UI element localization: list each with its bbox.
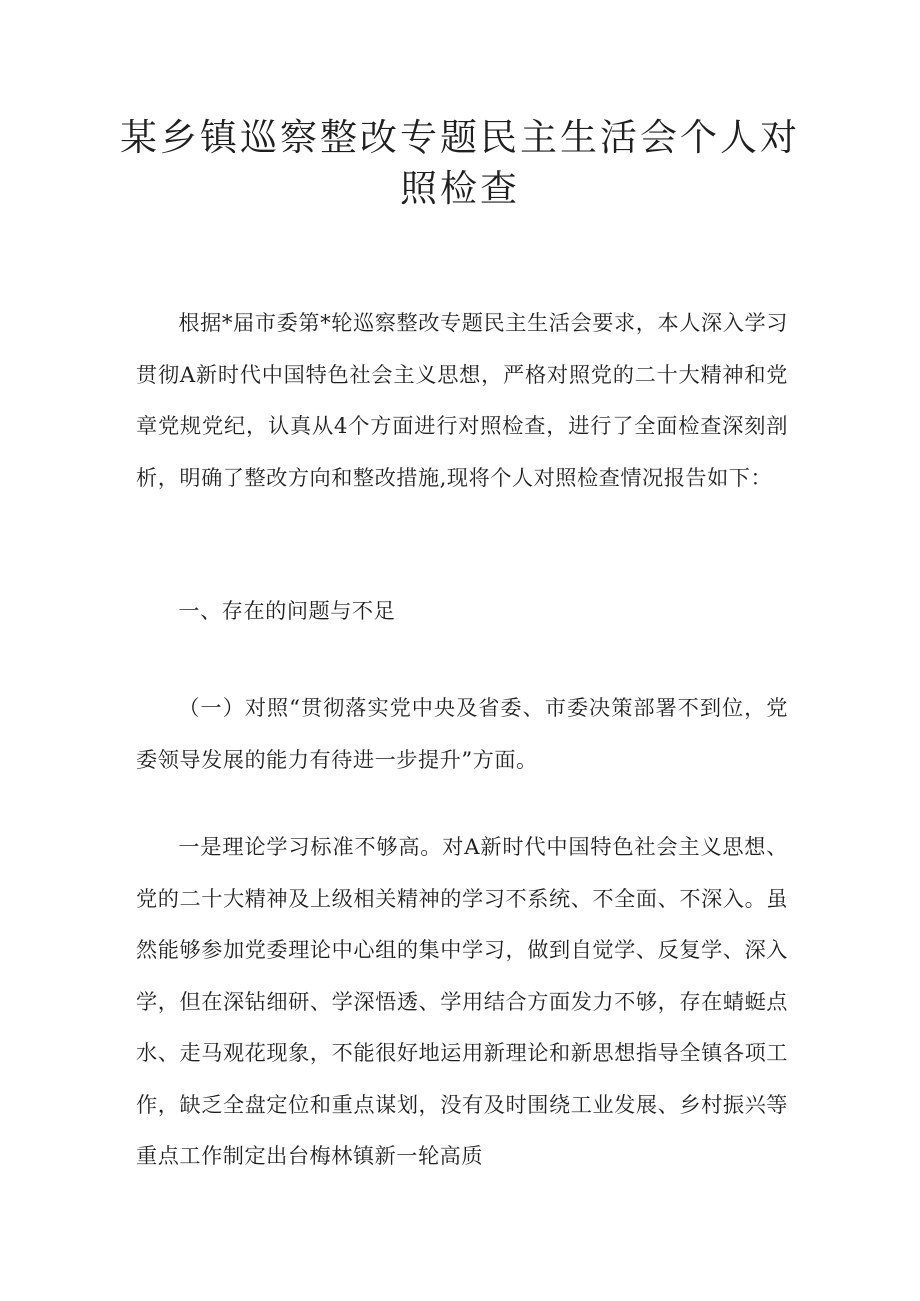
intro-paragraph: 根据*届市委第*轮巡察整改专题民主生活会要求，本人深入学习贯彻A新时代中国特色社会主义思想，严格对照党的二十大精神和党章党规党纪，认真从4个方面进行对照检查，进行了全面检查深刻剖析，明确了整改方向和整改措施,现将个人对照检查情况报告如下： [136,310,788,490]
body-paragraph: 一是理论学习标准不够高。对A新时代中国特色社会主义思想、党的二十大精神及上级相关精神的学习不系统、不全面、不深入。虽然能够参加党委理论中心组的集中学习，做到自觉学、反复学、深入学，但在深钻细研、学深悟透、学用结合方面发力不够，存在蜻蜓点水、走马观花现象，不能很好地运用新理论和新思想指导全镇各项工作，缺乏全盘定位和重点谋划，没有及时围绕工业发展、乡村振兴等重点工作制定出台梅林镇新一轮高质 [136,834,788,1168]
subsection-heading: （一）对照“贯彻落实党中央及省委、市委决策部署不到位，党委领导发展的能力有待进一步提升”方面。 [136,695,788,772]
document-title: 某乡镇巡察整改专题民主生活会个人对照检查 [120,116,800,210]
section-heading: 一、存在的问题与不足 [178,598,396,623]
